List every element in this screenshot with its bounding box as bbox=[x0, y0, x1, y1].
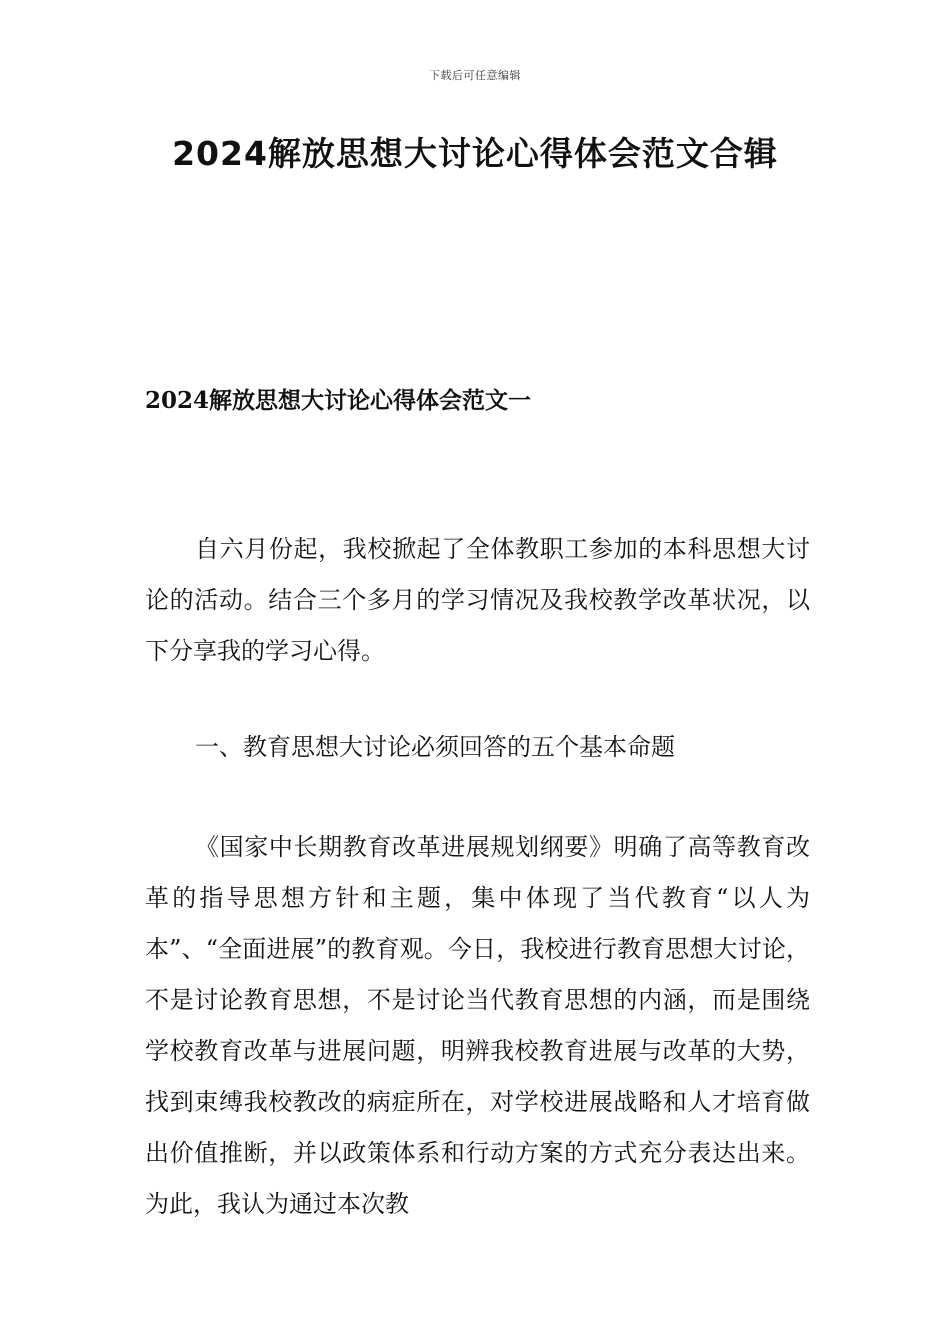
header-note: 下载后可任意编辑 bbox=[429, 69, 521, 82]
paragraph-intro: 自六月份起，我校掀起了全体教职工参加的本科思想大讨论的活动。结合三个多月的学习情况及我校教学改革状况，以下分享我的学习心得。 bbox=[145, 535, 810, 665]
subheading-five-propositions: 一、教育思想大讨论必须回答的五个基本命题 bbox=[195, 733, 675, 761]
section-heading: 2024解放思想大讨论心得体会范文一 bbox=[145, 387, 532, 414]
document-title: 2024解放思想大讨论心得体会范文合辑 bbox=[172, 134, 778, 173]
paragraph-plan-outline: 《国家中长期教育改革进展规划纲要》明确了高等教育改革的指导思想方针和主题，集中体现了当代教育“以人为本”、“全面进展”的教育观。今日，我校进行教育思想大讨论，不是讨论教育思想，不是讨论当代教育思想的内涵，而是围绕学校教育改革与进展问题，明辨我校教育进展与改革的大势，找到束缚我校教改的病症所在，对学校进展战略和人才培育做出价值推断，并以政策体系和行动方案的方式充分表达出来。为此，我认为通过本次教 bbox=[145, 833, 810, 1218]
